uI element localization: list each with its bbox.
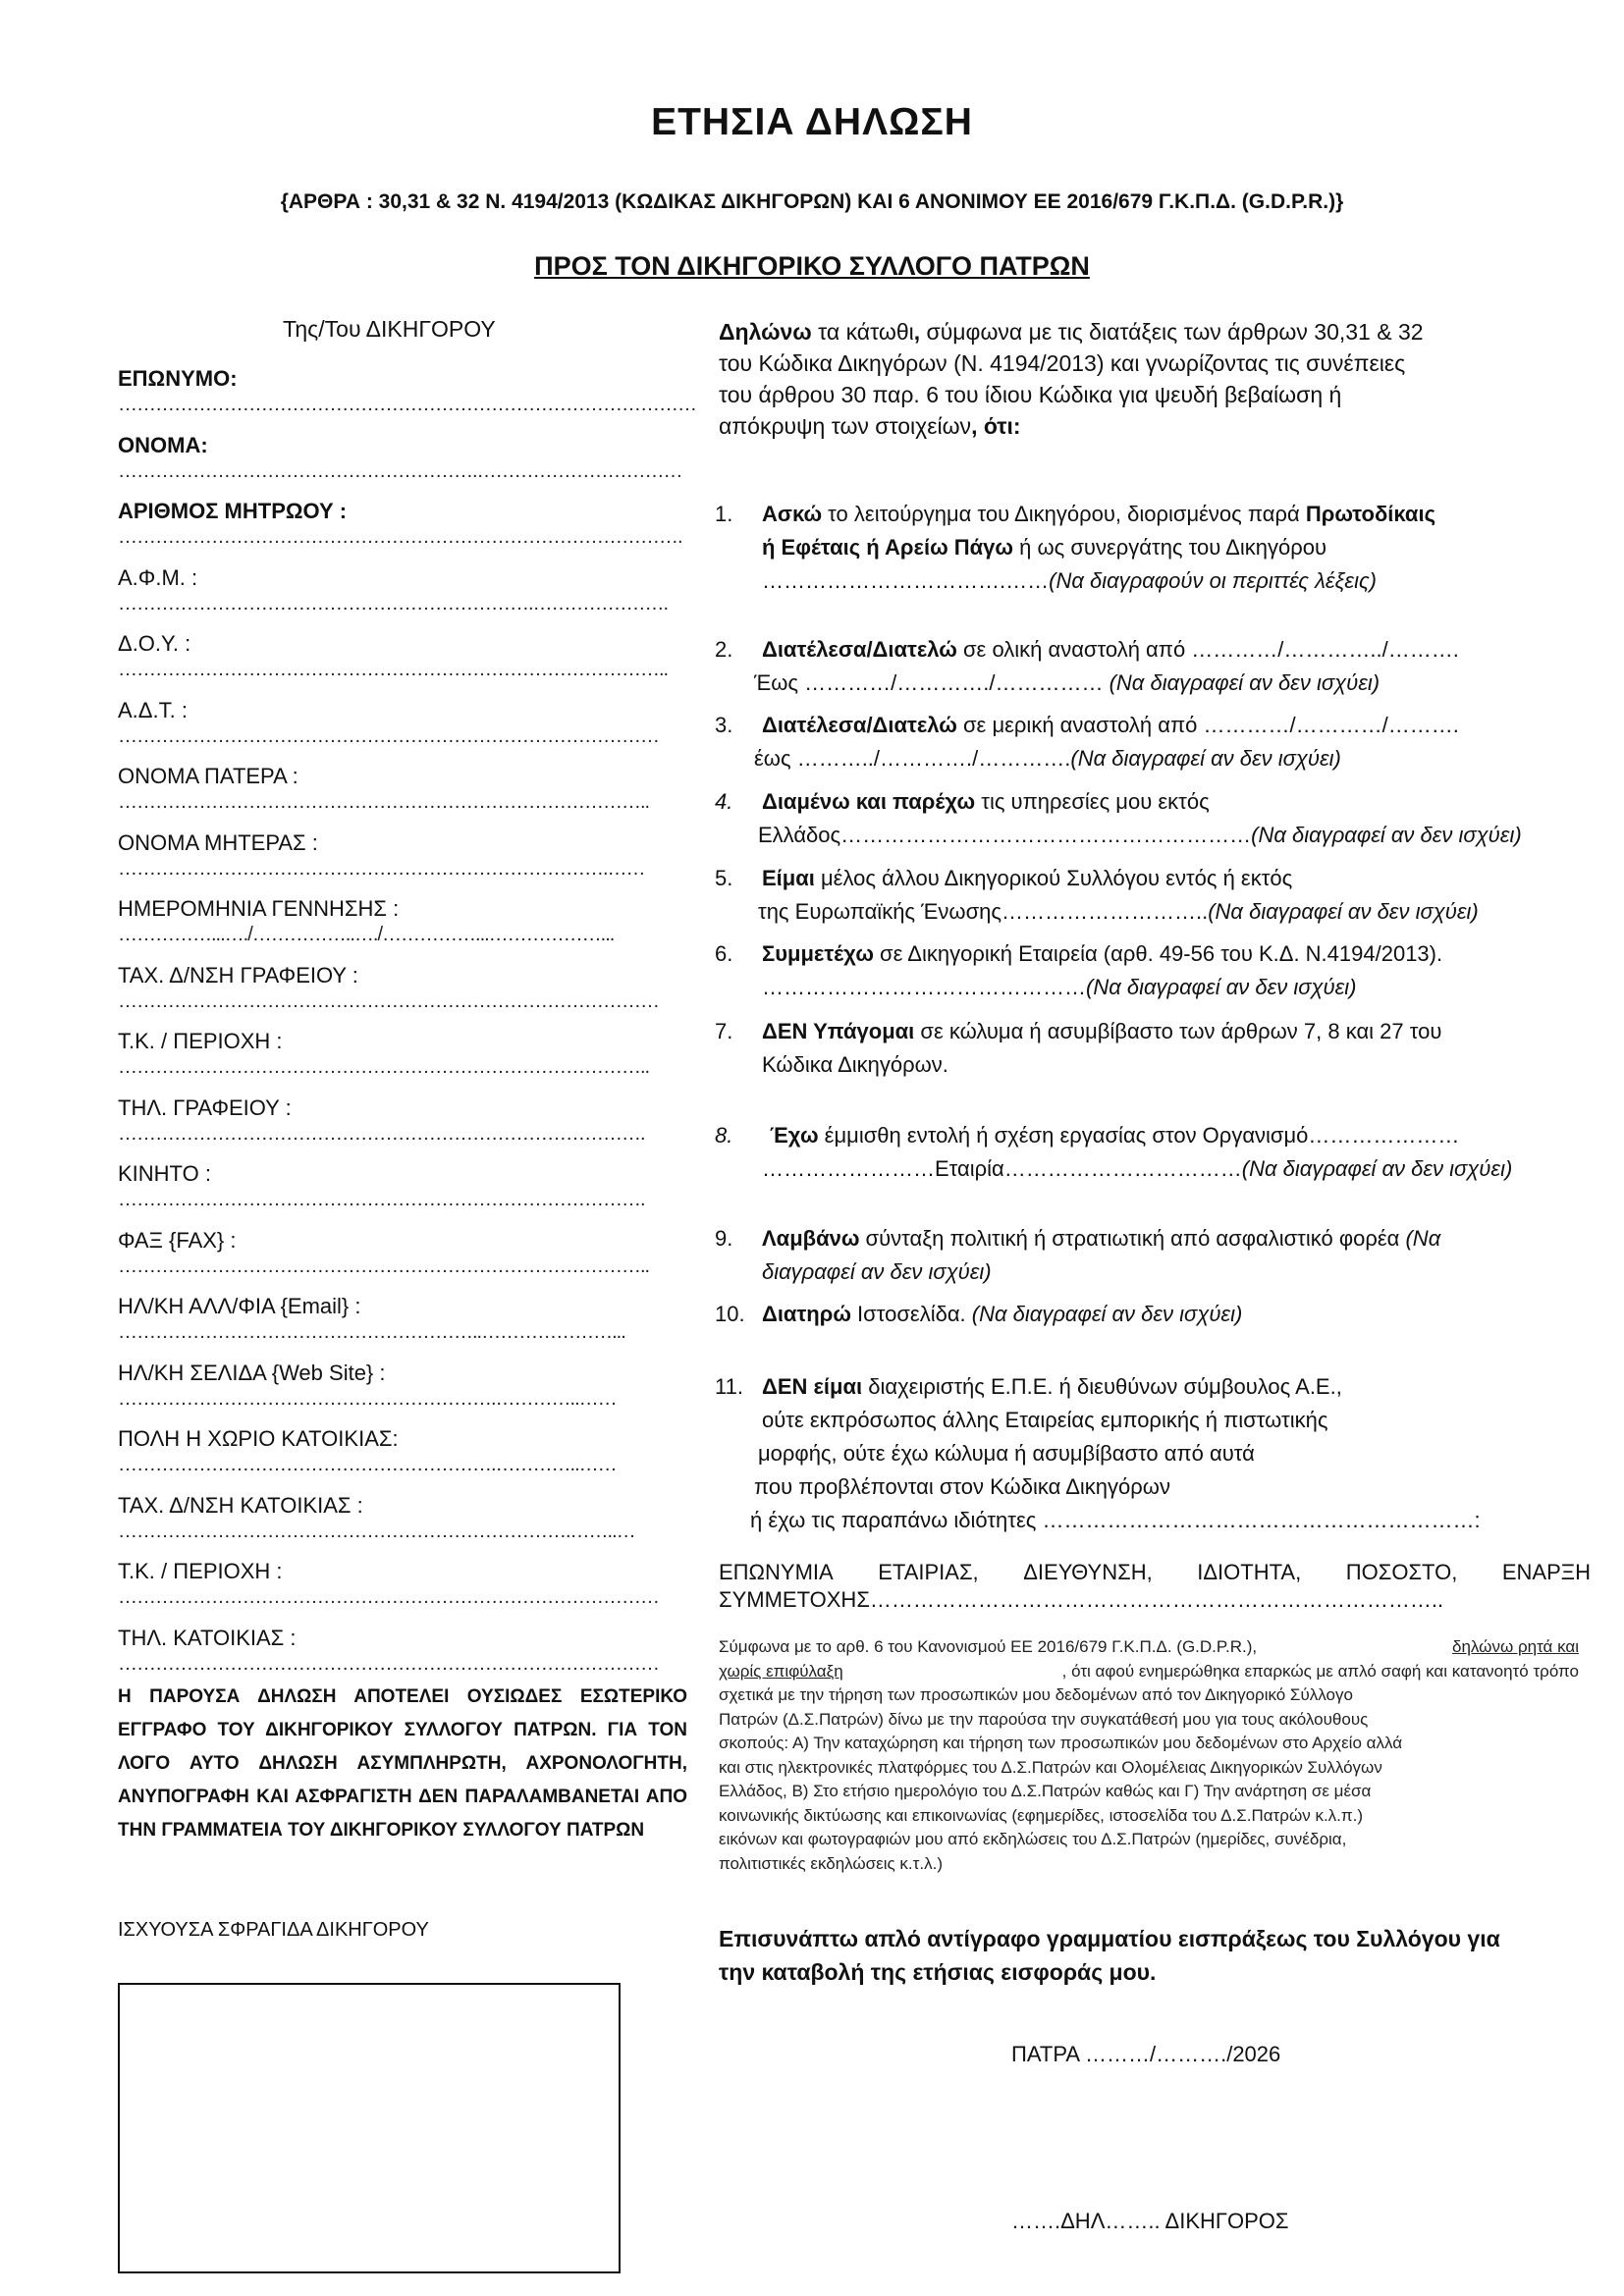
field-row — [118, 1028, 649, 1079]
field-row — [118, 1558, 659, 1609]
declaration-item-2: 2. Διατέλεσα/Διατελώ σε ολική αναστολή από …………/…………../………. Έως …………/…………./…………… (Να διαγραφεί αν δεν ισχύει) — [715, 637, 1459, 695]
field-entry-line[interactable]: ………………………………………………………….…………………. — [118, 592, 669, 614]
declaration-intro: Δηλώνω τα κάτωθι, σύμφωνα με τις διατάξεις των άρθρων 30,31 & 32 του Κώδικα Δικηγόρων (Ν. 4194/2013) και γνωρίζοντας τις συνέπειες του άρθρου 30 παρ. 6 του ίδιου Κώδικα για ψευδή βεβαίωση ή απόκρυψη των στοιχείων, ότι: — [719, 319, 1424, 439]
declaration-item-11: 11. ΔΕΝ είμαι διαχειριστής Ε.Π.Ε. ή διευθύνων σύμβουλος Α.Ε., ούτε εκπρόσωπος άλλης Εταιρείας εμπορικής ή πιστωτικής μορφής, ούτε έχω κώλυμα ή ασυμβίβαστο από αυτά που προβλέπονται στον Κώδικα Δικηγόρων ή έχω τις παραπάνω ιδιότητες ……………………………………………………: — [715, 1374, 1481, 1532]
date-line[interactable]: ΠΑΤΡΑ ………/………./2026 — [1011, 2042, 1281, 2066]
field-entry-line[interactable]: …………………………………………………….…………..…… — [118, 1387, 617, 1410]
field-row — [118, 1360, 617, 1411]
field-row — [118, 365, 696, 416]
field-entry-line[interactable]: …………………………………………………………………………… — [118, 1586, 659, 1608]
gdpr-consent-paragraph: Σύμφωνα με το αρθ. 6 του Κανονισμού ΕΕ 2016/679 Γ.Κ.Π.Δ. (G.D.P.R.), δηλώνω ρητά και χωρίς επιφύλαξη , ότι αφού ενημερώθηκα επαρκώς με απλό σαφή και κατανοητό τρόπο σχετικά με την τήρηση των προσωπικών μου δεδομένων από τον Δικηγορικό Σύλλογο Πατρών (Δ.Σ.Πατρών) δίνω με την παρούσα την συγκατάθεσή μου για τους ακόλουθους σκοπούς: Α) Την καταχώρηση και τήρηση των προσωπικών μου δεδομένων στο Αρχείο αλλά και στις ηλεκτρονικές πλατφόρμες του Δ.Σ.Πατρών και Ολομέλειας Δικηγορικών Συλλόγων Ελλάδος, Β) Στο ετήσιο ημερολόγιο του Δ.Σ.Πατρών καθώς και Γ) Την ανάρτηση σε μέσα κοινωνικής δικτύωσης και επικοινωνίας (εφημερίδες, ιστοσελίδα του Δ.Σ.Πατρών κ.λ.π.) εικόνων και φωτογραφιών μου από εκδηλώσεις του Δ.Σ.Πατρών (ημερίδες, συνέδρια, πολιτιστικές εκδηλώσεις κ.τ.λ.) — [719, 1637, 1579, 1873]
field-row — [118, 564, 668, 615]
field-label: ΗΜΕΡΟΜΗΝΙΑ ΓΕΝΝΗΣΗΣ : — [118, 896, 400, 921]
field-row — [118, 1293, 625, 1344]
field-entry-line[interactable]: …………………………………………………………………………… — [118, 1652, 659, 1675]
field-label: ΟΝΟΜΑ ΜΗΤΕΡΑΣ : — [118, 829, 318, 855]
document-subtitle: {ΑΡΘΡΑ : 30,31 & 32 Ν. 4194/2013 (ΚΩΔΙΚΑΣ ΔΙΚΗΓΟΡΩΝ) ΚΑΙ 6 ΑΝΟΝΙΜΟΥ ΕΕ 2016/679 Γ.Κ.Π.Δ. (G.D.P.R.)} — [280, 190, 1344, 213]
field-label: ΤΗΛ. ΚΑΤΟΙΚΙΑΣ : — [118, 1625, 297, 1650]
field-label: ΤΗΛ. ΓΡΑΦΕΙΟΥ : — [118, 1095, 292, 1120]
declaration-item-9: 9. Λαμβάνω σύνταξη πολιτική ή στρατιωτική από ασφαλιστικό φορέα (Να διαγραφεί αν δεν ισχύει) — [715, 1226, 1441, 1284]
field-row — [118, 829, 645, 881]
field-row — [118, 962, 659, 1013]
field-row — [118, 697, 659, 748]
field-entry-line[interactable]: …………………………………………………………………….…… — [118, 857, 645, 880]
field-row — [118, 1625, 659, 1676]
field-entry-line[interactable]: ………………………………………………….…………………………… — [118, 459, 682, 482]
field-label: ΦΑΞ {FAX} : — [118, 1227, 237, 1253]
field-entry-line[interactable]: …………………………………………………………………………….. — [118, 659, 669, 680]
field-label: ΕΠΩΝΥΜΟ: — [118, 366, 238, 391]
field-label: ΤΑΧ. Δ/ΝΣΗ ΚΑΤΟΙΚΙΑΣ : — [118, 1492, 363, 1518]
field-label: Τ.Κ. / ΠΕΡΙΟΧΗ : — [118, 1029, 283, 1053]
declaration-item-8: 8. Έχω έμμισθη εντολή ή σχέση εργασίας στον Οργανισμό………………… ……………………Εταιρία……………………………(Να διαγραφεί αν δεν ισχύει) — [715, 1123, 1513, 1181]
field-label: ΠΟΛΗ Η ΧΩΡΙΟ ΚΑΤΟΙΚΙΑΣ: — [118, 1426, 399, 1451]
declaration-item-1: 1. Ασκώ το λειτούργημα του Δικηγόρου, διορισμένος παρά Πρωτοδίκαις ή Εφέταις ή Αρείω Πάγω ή ως συνεργάτης του Δικηγόρου …………………………….……(Να διαγραφούν οι περιττές λέξεις) — [715, 502, 1436, 593]
declaration-item-10: 10. Διατηρώ Ιστοσελίδα. (Να διαγραφεί αν δεν ισχύει) — [715, 1302, 1243, 1326]
field-entry-line[interactable]: ………………………………………………………………………….. — [118, 1056, 650, 1078]
company-details-line: ΕΠΩΝΥΜΙΑ ΕΤΑΙΡΙΑΣ, ΔΙΕΥΘΥΝΣΗ, ΙΔΙΟΤΗΤΑ, ΠΟΣΟΣΤΟ, ΕΝΑΡΞΗ ΣΥΜΜΕΤΟΧΗΣ…………………………………………………………………….. — [719, 1560, 1591, 1612]
field-entry-line[interactable]: …………………………………………………………………………. — [118, 1189, 645, 1210]
field-row — [118, 1227, 649, 1278]
attachment-statement: Επισυνάπτω απλό αντίγραφο γραμματίου εισπράξεως του Συλλόγου για την καταβολή της ετήσιας εισφοράς μου. — [719, 1926, 1500, 1985]
field-entry-line[interactable]: …………………………………………………………………………… — [118, 724, 659, 747]
field-label: Τ.Κ. / ΠΕΡΙΟΧΗ : — [118, 1559, 283, 1583]
field-entry-line[interactable]: ………………………………………………………………………………. — [118, 526, 682, 548]
field-row — [118, 498, 682, 549]
declaration-item-3: 3. Διατέλεσα/Διατελώ σε μερική αναστολή από …………/…………/………. έως ………../…………./………….(Να διαγραφεί αν δεν ισχύει) — [715, 713, 1459, 771]
field-row — [118, 1492, 635, 1543]
declaration-item-6: 6. Συμμετέχω σε Δικηγορική Εταιρεία (αρθ. 49-56 του Κ.Δ. Ν.4194/2013). ………………………………………(Να διαγραφεί αν δεν ισχύει) — [715, 941, 1443, 999]
stamp-label: ΙΣΧΥΟΥΣΑ ΣΦΡΑΓΙΔΑ ΔΙΚΗΓΟΡΟΥ — [118, 1919, 429, 1941]
field-entry-line[interactable]: …………………………………………………….…………..…… — [118, 1454, 617, 1475]
field-label: ΗΛ/ΚΗ ΣΕΛΙΔΑ {Web Site} : — [118, 1360, 386, 1385]
field-row — [118, 763, 649, 814]
field-row — [118, 1095, 645, 1146]
validity-notice: Η ΠΑΡΟΥΣΑ ΔΗΛΩΣΗ ΑΠΟΤΕΛΕΙ ΟΥΣΙΩΔΕΣ ΕΣΩΤΕΡΙΚΟ ΕΓΓΡΑΦΟ ΤΟΥ ΔΙΚΗΓΟΡΙΚΟΥ ΣΥΛΛΟΓΟΥ ΠΑΤΡΩΝ. ΓΙΑ ΤΟΝ ΛΟΓΟ ΑΥΤΟ ΔΗΛΩΣΗ ΑΣΥΜΠΛΗΡΩΤΗ, ΑΧΡΟΝΟΛΟΓΗΤΗ, ΑΝΥΠΟΓΡΑΦΗ ΚΑΙ ΑΣΦΡΑΓΙΣΤΗ ΔΕΝ ΠΑΡΑΛΑΜΒΑΝΕΤΑΙ ΑΠΟ ΤΗΝ ΓΡΑΜΜΑΤΕΙΑ ΤΟΥ ΔΙΚΗΓΟΡΙΚΟΥ ΣΥΛΛΟΓΟΥ ΠΑΤΡΩΝ — [118, 1686, 687, 1841]
field-row — [118, 1160, 645, 1211]
field-row — [118, 895, 614, 946]
field-label: ΟΝΟΜΑ ΠΑΤΕΡΑ : — [118, 764, 298, 788]
stamp-box[interactable] — [118, 1983, 621, 2273]
field-label: ΑΡΙΘΜΟΣ ΜΗΤΡΩΟΥ : — [118, 499, 348, 523]
document-title: ΕΤΗΣΙΑ ΔΗΛΩΣΗ — [651, 101, 973, 143]
signature-line[interactable]: …….ΔΗΛ…….. ΔΙΚΗΓΟΡΟΣ — [1011, 2209, 1289, 2233]
field-label: ΤΑΧ. Δ/ΝΣΗ ΓΡΑΦΕΙΟΥ : — [118, 962, 358, 988]
field-entry-line[interactable]: …………………………………………………………………………. — [118, 1122, 645, 1145]
field-label: Α.Δ.Τ. : — [118, 697, 188, 722]
addressee-heading: ΠΡΟΣ ΤΟΝ ΔΙΚΗΓΟΡΙΚΟ ΣΥΛΛΟΓΟ ΠΑΤΡΩΝ — [534, 251, 1090, 281]
field-entry-line[interactable]: ……………...…./……………..…./……………...………………... — [118, 924, 615, 945]
field-row — [118, 432, 682, 483]
field-label: Δ.Ο.Υ. : — [118, 631, 191, 656]
field-entry-line[interactable]: ………………………………………………………………………………… — [118, 394, 696, 415]
field-label: ΟΝΟΜΑ: — [118, 432, 208, 457]
field-entry-line[interactable]: ………………………………………………………………………….. — [118, 1255, 650, 1277]
field-label: ΗΛ/ΚΗ ΑΛΛ/ΦΙΑ {Email} : — [118, 1294, 361, 1318]
declaration-item-7: 7. ΔΕΝ Υπάγομαι σε κώλυμα ή ασυμβίβαστο των άρθρων 7, 8 και 27 του Κώδικα Δικηγόρων. — [715, 1019, 1442, 1077]
field-entry-line[interactable]: ………………………………………………………………………….. — [118, 791, 650, 813]
field-label: Α.Φ.Μ. : — [118, 564, 198, 590]
field-entry-line[interactable]: ……………………………………………………………….……..… — [118, 1520, 635, 1542]
declaration-item-4: 4. Διαμένω και παρέχω τις υπηρεσίες μου εκτός Ελλάδος…………………………………………………(Να διαγραφεί αν δεν ισχύει) — [715, 789, 1522, 847]
field-row — [118, 630, 668, 681]
lawyer-label: Της/Του ΔΙΚΗΓΟΡΟΥ — [283, 316, 496, 342]
field-label: ΚΙΝΗΤΟ : — [118, 1161, 211, 1186]
field-row — [118, 1425, 617, 1476]
field-entry-line[interactable]: …………………………………………………..…………………... — [118, 1321, 625, 1343]
field-entry-line[interactable]: …………………………………………………………………………… — [118, 989, 659, 1012]
declaration-item-5: 5. Είμαι μέλος άλλου Δικηγορικού Συλλόγου εντός ή εκτός της Ευρωπαϊκής Ένωσης………………………..(Να διαγραφεί αν δεν ισχύει) — [715, 866, 1479, 924]
